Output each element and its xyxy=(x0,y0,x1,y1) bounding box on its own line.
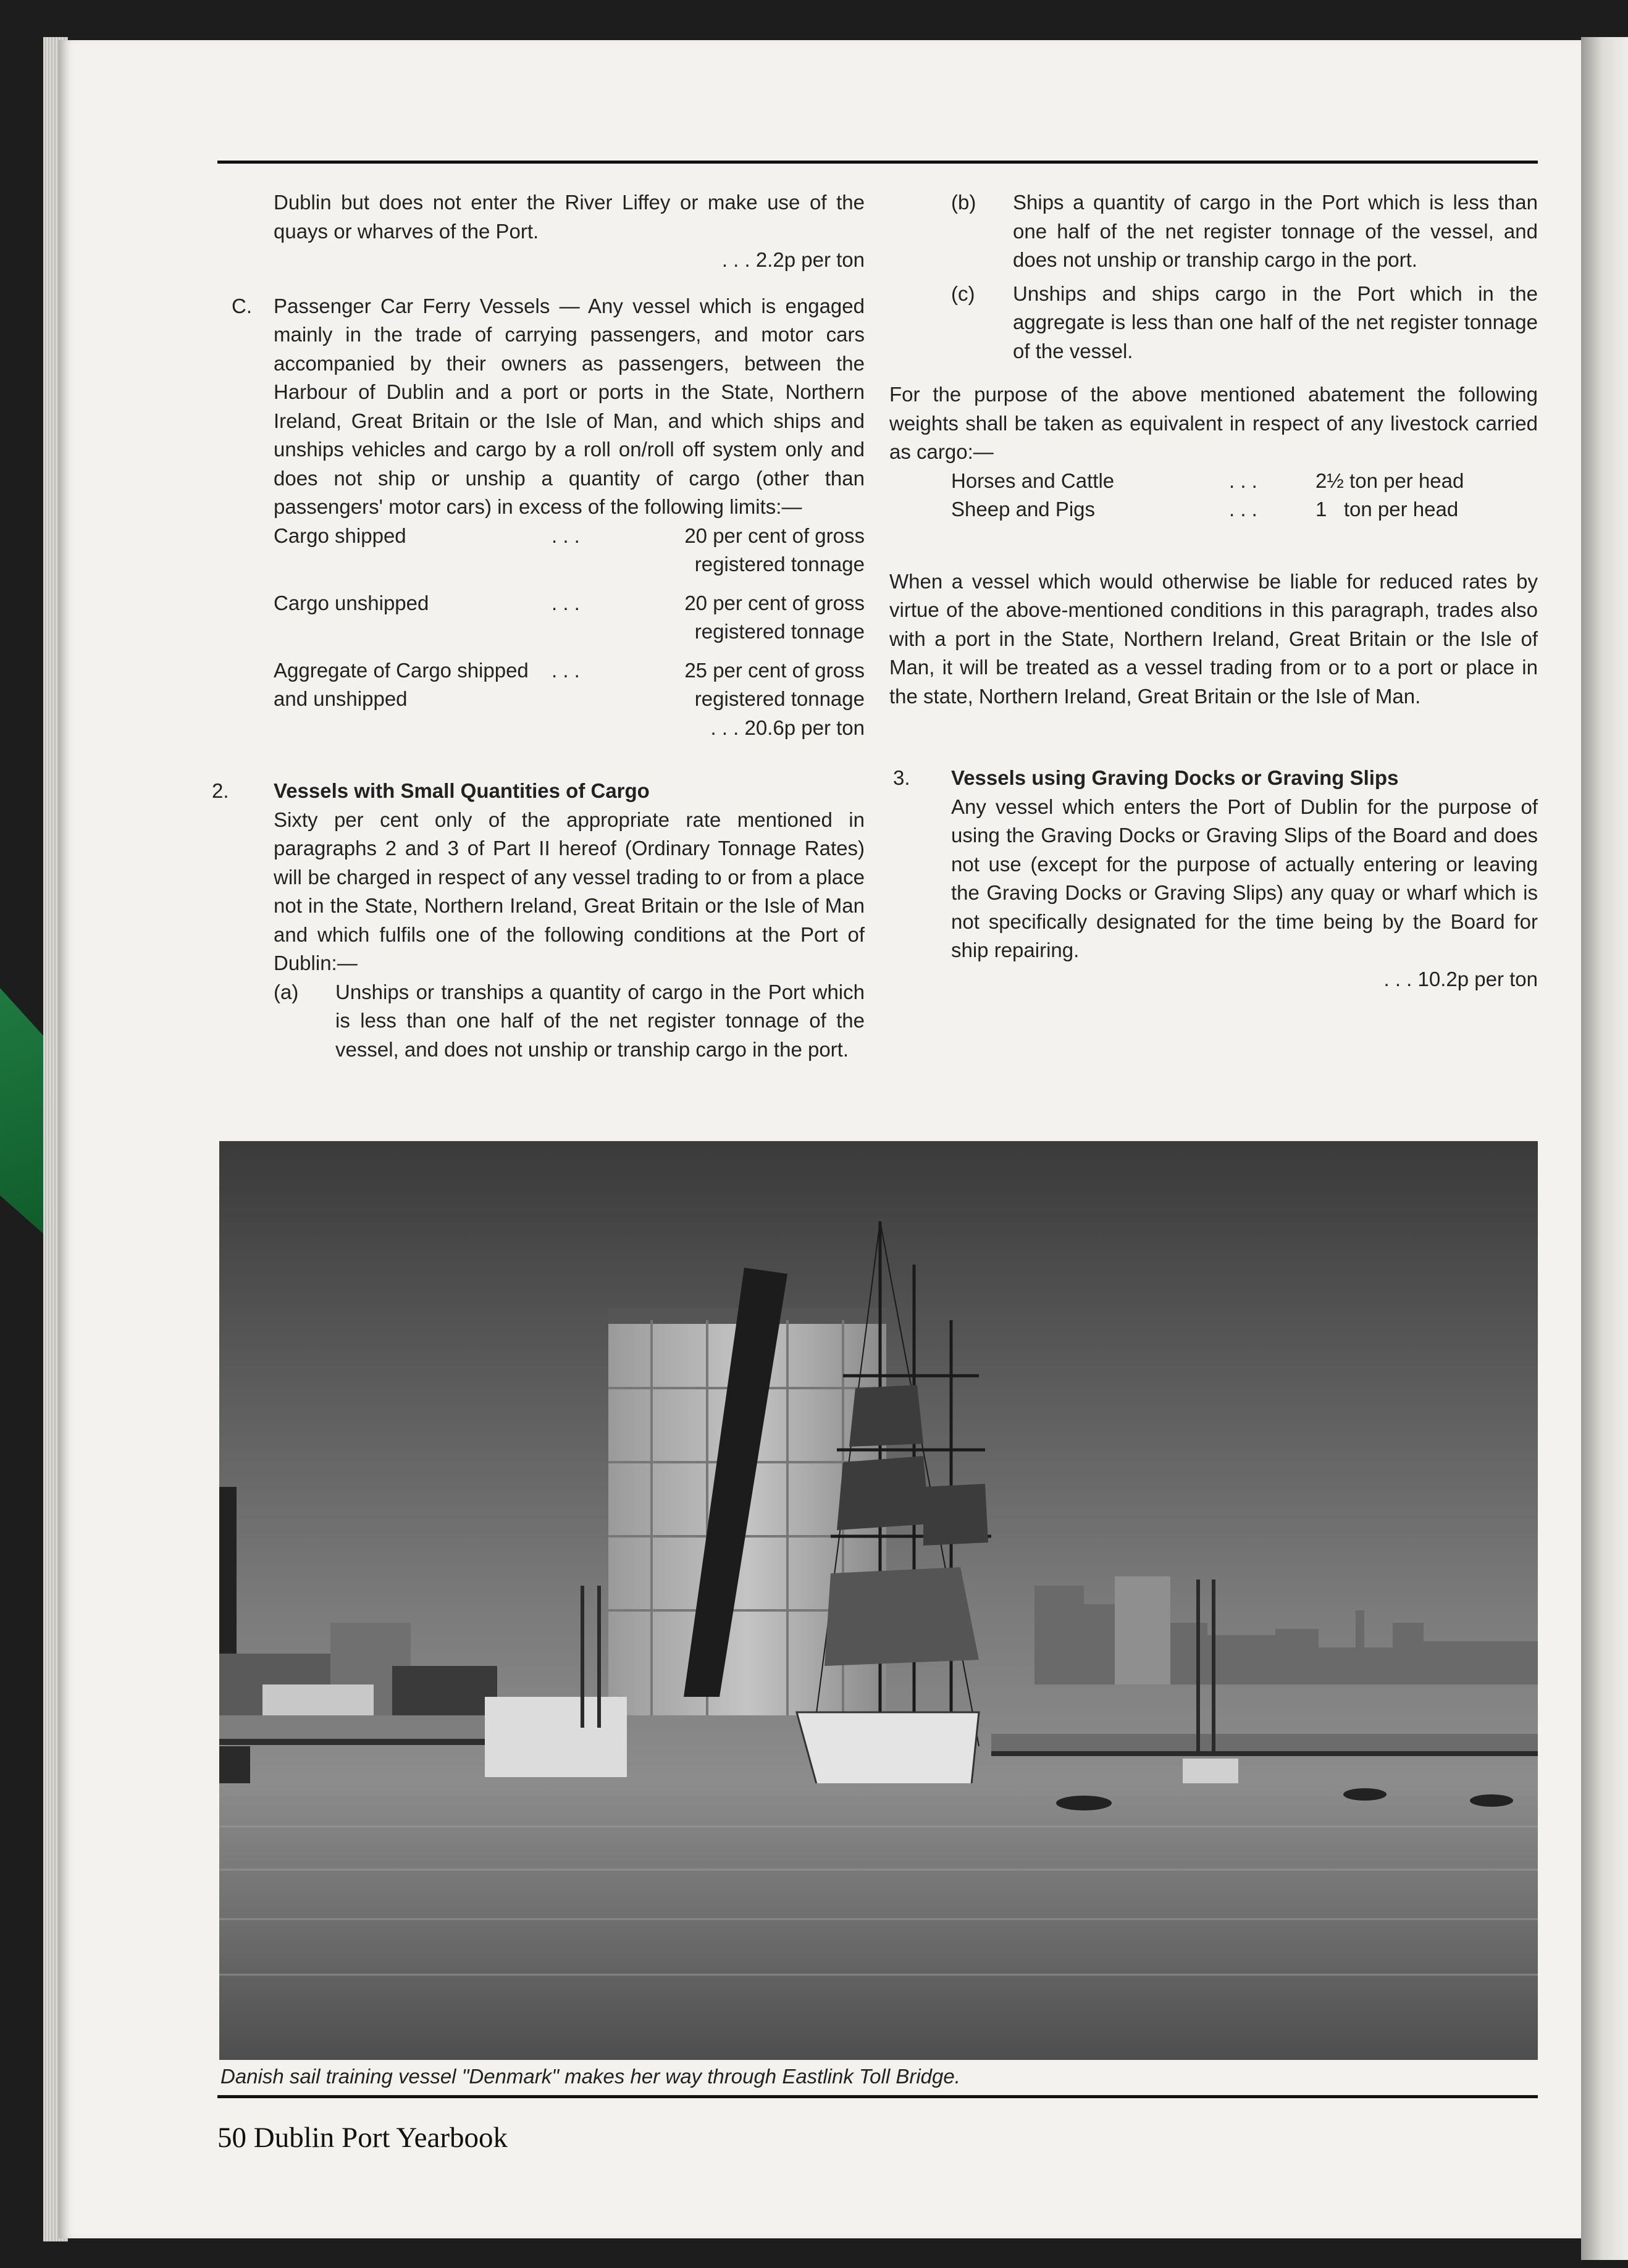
item-3-rate: . . . 10.2p per ton xyxy=(1383,967,1538,990)
photo-caption: Danish sail training vessel "Denmark" makes her way through Eastlink Toll Bridge. xyxy=(220,2065,960,2088)
item-c-text: Passenger Car Ferry Vessels — Any vessel which is engaged mainly in the trade of carrying passengers, and motor cars accompanied by their owners as passengers, between the Harbour of Dublin and a port or ports in the State, Northern Ireland, Great Britain or the Isle of Man, and which ships and unships vehicles and cargo by a roll on/roll off system only and does not ship or unship a quantity of cargo (other than passengers' motor cars) in excess of the following limits:— xyxy=(274,294,865,518)
sub-item-a xyxy=(219,978,865,1065)
limit-value: 20 per cent of gross registered tonnage xyxy=(684,591,865,643)
sub-item-c xyxy=(889,280,1538,366)
weight-dots: . . . xyxy=(1229,469,1257,492)
weight-value: 1 ton per head xyxy=(1315,498,1459,521)
limits-row xyxy=(274,522,865,589)
weight-label: Horses and Cattle xyxy=(951,469,1115,492)
weight-label: Sheep and Pigs xyxy=(951,498,1096,521)
limit-label: Cargo unshipped xyxy=(274,591,429,614)
weights-intro: For the purpose of the above mentioned abatement the following weights shall be taken as equivalent in respect of any livestock carried as cargo:— xyxy=(889,383,1538,463)
limit-label: Aggregate of Cargo shipped and unshipped xyxy=(274,658,529,710)
weights-row xyxy=(951,495,1464,524)
intro-rate: . . . 2.2p per ton xyxy=(721,248,865,271)
item-3-label: 3. xyxy=(893,766,910,789)
harbour-photo xyxy=(219,1141,1538,2060)
photo-illustration xyxy=(219,1141,1538,2060)
limit-label: Cargo shipped xyxy=(274,524,406,547)
item-3 xyxy=(889,764,1538,965)
facing-page-edge xyxy=(1581,37,1628,2260)
sub-item-b xyxy=(889,188,1538,275)
limit-dots: . . . xyxy=(552,658,580,682)
when-paragraph: When a vessel which would otherwise be liable for reduced rates by virtue of the above-mentioned conditions in this paragraph, trades also with a port in the State, Northern Ireland, Great Britain or the Isle of Man, it will be treated as a vessel trading from or to a port or place in the state, Northern Ireland, Great Britain or the Isle of Man. xyxy=(889,569,1538,708)
river-water xyxy=(219,1783,1538,2060)
sub-item-a-text: Unships or tranships a quantity of cargo in the Port which is less than one half of the net register tonnage of the vessel, and does not unship or tranship cargo in the port. xyxy=(335,980,865,1061)
item-2-label: 2. xyxy=(212,779,229,802)
weights-row xyxy=(951,467,1464,496)
livestock-weights-table xyxy=(951,467,1464,524)
right-column xyxy=(889,188,1538,994)
sub-item-b-label: (b) xyxy=(951,191,976,214)
limit-value: 25 per cent of gross registered tonnage xyxy=(684,658,865,710)
limit-dots: . . . xyxy=(552,524,580,547)
sub-item-a-label: (a) xyxy=(274,980,299,1003)
item-3-heading: Vessels using Graving Docks or Graving Slips xyxy=(951,766,1399,789)
page-footer: 50 Dublin Port Yearbook xyxy=(217,2122,508,2154)
limits-row xyxy=(274,656,865,714)
left-column xyxy=(212,188,865,1064)
item-2 xyxy=(212,777,865,978)
limits-row xyxy=(274,589,865,656)
sub-item-c-text: Unships and ships cargo in the Port which in the aggregate is less than one half of the net register tonnage of the vessel. xyxy=(1013,282,1538,362)
item-2-heading: Vessels with Small Quantities of Cargo xyxy=(274,779,650,802)
item-c-rate: . . . 20.6p per ton xyxy=(710,716,865,739)
bottom-rule xyxy=(217,2095,1538,2098)
weight-value: 2½ ton per head xyxy=(1315,469,1464,492)
sub-item-b-text: Ships a quantity of cargo in the Port which is less than one half of the net register tonnage of the vessel, and does not unship or tranship cargo in the port. xyxy=(1013,191,1538,271)
top-rule xyxy=(217,161,1538,164)
weight-dots: . . . xyxy=(1229,498,1257,521)
item-c-label: C. xyxy=(232,294,252,317)
cargo-limits-table xyxy=(274,522,865,714)
sub-item-c-label: (c) xyxy=(951,282,975,305)
limit-dots: . . . xyxy=(552,591,580,614)
intro-paragraph: Dublin but does not enter the River Liffey or make use of the quays or wharves of the Port. xyxy=(274,191,865,243)
limit-value: 20 per cent of gross registered tonnage xyxy=(684,524,865,575)
item-c xyxy=(219,292,865,522)
item-3-text: Any vessel which enters the Port of Dublin for the purpose of using the Graving Docks or Graving Slips of the Board and does not use (except for the purpose of actually entering or leaving the Graving Docks or Graving Slips) any quay or wharf which is not specifically designated for the time being by the Board for ship repairing. xyxy=(951,795,1538,961)
item-2-text: Sixty per cent only of the appropriate rate mentioned in paragraphs 2 and 3 of Part II hereof (Ordinary Tonnage Rates) will be charged in respect of any vessel trading to or from a place not in the State, Northern Ireland, Great Britain or the Isle of Man and which fulfils one of the following conditions at the Port of Dublin:— xyxy=(274,808,865,974)
